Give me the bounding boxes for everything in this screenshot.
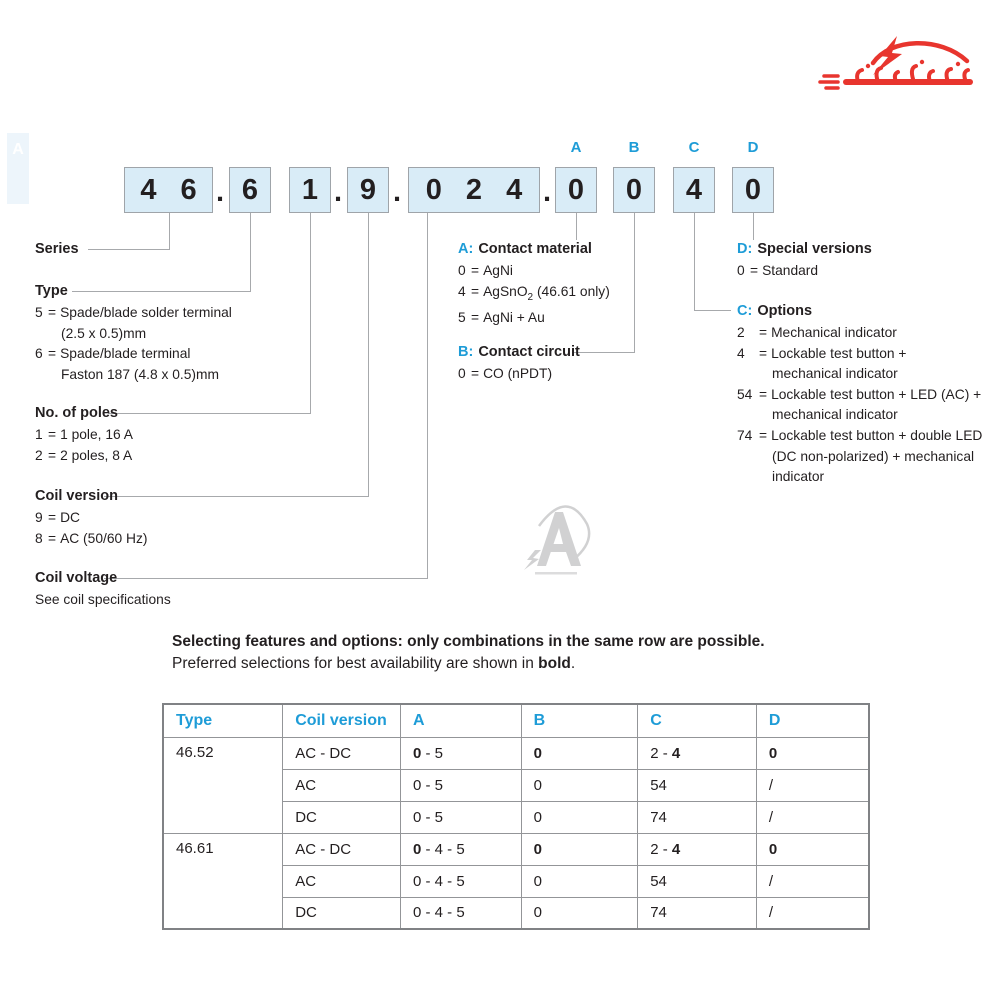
cell-a: 0 - 4 - 5: [401, 865, 522, 897]
connector-line: [169, 213, 170, 250]
option-line: 54 = Lockable test button + LED (AC) +: [737, 386, 982, 402]
option-line: 2 = Mechanical indicator: [737, 325, 897, 340]
code-box-coil-version: 9: [347, 167, 389, 213]
header-c: C: [638, 704, 757, 737]
code-box-c: 4: [673, 167, 715, 213]
cell-a: 0 - 4 - 5: [401, 833, 522, 865]
section-title-type: Type: [35, 283, 68, 299]
section-body-special-versions: [737, 261, 818, 282]
code-dot: .: [392, 176, 402, 208]
connector-line: [427, 213, 428, 579]
cell-a: 0 - 5: [401, 769, 522, 801]
cell-b: 0: [521, 769, 638, 801]
section-tag-c: C:: [737, 303, 753, 319]
cell-a: 0 - 5: [401, 737, 522, 769]
cell-d: /: [756, 769, 869, 801]
connector-line: [694, 310, 731, 311]
connector-line: [694, 213, 695, 311]
selection-note-line1: Selecting features and options: only combinations in the same row are possible.: [172, 633, 765, 650]
option-line: 6 = Spade/blade terminal: [35, 346, 191, 362]
cell-c: 2 - 4: [638, 833, 757, 865]
selection-note: [172, 631, 765, 675]
cell-c: 74: [638, 897, 757, 929]
option-line-continuation: Faston 187 (4.8 x 0.5)mm: [61, 366, 219, 382]
connector-line: [576, 213, 577, 240]
page-side-tab: [7, 133, 29, 204]
code-dot: .: [333, 176, 343, 208]
cell-b: 0: [521, 737, 638, 769]
code-box-series: 4 6: [124, 167, 213, 213]
cell-b: 0: [521, 897, 638, 929]
section-title-coil-version: Coil version: [35, 488, 118, 504]
option-line: 9 = DC: [35, 510, 80, 525]
selection-note-line2: Preferred selections for best availability are shown in bold.: [172, 655, 576, 672]
connector-line: [753, 213, 754, 240]
cell-a: 0 - 5: [401, 801, 522, 833]
cell-coil: DC: [283, 897, 401, 929]
section-body-poles: [35, 425, 133, 466]
section-tag-b: B:: [458, 344, 474, 360]
code-column-label-a: A: [570, 139, 582, 156]
cell-coil: AC - DC: [283, 833, 401, 865]
option-line-continuation: mechanical indicator: [772, 366, 898, 382]
option-line-continuation: (2.5 x 0.5)mm: [61, 325, 147, 341]
cell-c: 2 - 4: [638, 737, 757, 769]
cell-d: /: [756, 801, 869, 833]
connector-line: [104, 578, 428, 579]
brand-logo: [818, 30, 983, 95]
header-coil-version: Coil version: [283, 704, 401, 737]
header-a: A: [401, 704, 522, 737]
cell-coil: AC: [283, 769, 401, 801]
cell-c: 54: [638, 865, 757, 897]
option-line: 74 = Lockable test button + double LED: [737, 427, 983, 443]
section-title-series: Series: [35, 241, 79, 257]
section-title-special-versions: D: Special versions: [737, 241, 872, 257]
code-box-d: 0: [732, 167, 774, 213]
connector-line: [72, 291, 251, 292]
watermark-icon: [515, 498, 595, 578]
option-line: 2 = 2 poles, 8 A: [35, 447, 133, 463]
section-title-options: C: Options: [737, 303, 813, 319]
section-body-coil-version: [35, 508, 147, 549]
cell-coil: DC: [283, 801, 401, 833]
section-body-options: [737, 323, 982, 488]
section-tag-d: D:: [737, 241, 753, 257]
cell-d: /: [756, 865, 869, 897]
code-box-coil-voltage: 0 2 4: [408, 167, 540, 213]
option-line: 1 = 1 pole, 16 A: [35, 427, 133, 442]
code-column-label-d: D: [747, 139, 759, 156]
cell-c: 54: [638, 769, 757, 801]
code-box-poles: 1: [289, 167, 331, 213]
option-line: 5 = AgNi + Au: [458, 309, 545, 325]
option-line: 4 = AgSnO$_2$ (46.61 only): [458, 283, 610, 303]
section-title-poles: No. of poles: [35, 405, 118, 421]
option-line: 8 = AC (50/60 Hz): [35, 530, 148, 546]
section-body-type: [35, 303, 232, 385]
section-body-coil-voltage: [35, 590, 171, 611]
code-column-label-b: B: [628, 139, 640, 156]
cell-coil: AC: [283, 865, 401, 897]
cell-a: 0 - 4 - 5: [401, 897, 522, 929]
cell-b: 0: [521, 801, 638, 833]
header-d: D: [756, 704, 869, 737]
option-line-continuation: indicator: [772, 469, 825, 485]
connector-line: [572, 352, 634, 353]
brand-logo-icon: [818, 30, 983, 95]
connector-line: [108, 413, 311, 414]
connector-line: [368, 213, 369, 497]
code-dot: .: [215, 176, 225, 208]
table-header-row: [163, 704, 869, 737]
cell-d: /: [756, 897, 869, 929]
option-line: 0 = Standard: [737, 263, 819, 278]
connector-line: [104, 496, 369, 497]
code-dot: .: [542, 176, 552, 208]
cell-b: 0: [521, 865, 638, 897]
header-type: Type: [163, 704, 283, 737]
cell-b: 0: [521, 833, 638, 865]
option-line: 5 = Spade/blade solder terminal: [35, 305, 232, 320]
option-line-continuation: mechanical indicator: [772, 407, 898, 423]
watermark-logo: [515, 498, 595, 578]
table-row: [163, 737, 869, 769]
note-line: See coil specifications: [35, 592, 171, 607]
code-column-label-c: C: [688, 139, 700, 156]
connector-line: [634, 213, 635, 353]
side-tab-letter: A: [12, 141, 24, 158]
code-box-b: 0: [613, 167, 655, 213]
section-title-coil-voltage: Coil voltage: [35, 570, 118, 586]
cell-type: 46.61: [163, 833, 283, 929]
option-line: 0 = CO (nPDT): [458, 366, 553, 381]
code-box-a: 0: [555, 167, 597, 213]
table-row: [163, 833, 869, 865]
option-line: 0 = AgNi: [458, 263, 513, 278]
connector-line: [310, 213, 311, 414]
section-title-contact-material: A: Contact material: [458, 241, 592, 257]
section-body-contact-circuit: [458, 364, 552, 385]
cell-d: 0: [756, 833, 869, 865]
section-body-contact-material: [458, 261, 610, 329]
cell-c: 74: [638, 801, 757, 833]
cell-type: 46.52: [163, 737, 283, 833]
selection-table: [162, 703, 870, 930]
code-box-type: 6: [229, 167, 271, 213]
option-line: 4 = Lockable test button +: [737, 345, 907, 361]
cell-d: 0: [756, 737, 869, 769]
option-line-continuation: (DC non-polarized) + mechanical: [772, 448, 975, 464]
cell-coil: AC - DC: [283, 737, 401, 769]
header-b: B: [521, 704, 638, 737]
section-tag-a: A:: [458, 241, 474, 257]
connector-line: [250, 213, 251, 292]
section-title-contact-circuit: B: Contact circuit: [458, 344, 580, 360]
connector-line: [88, 249, 170, 250]
